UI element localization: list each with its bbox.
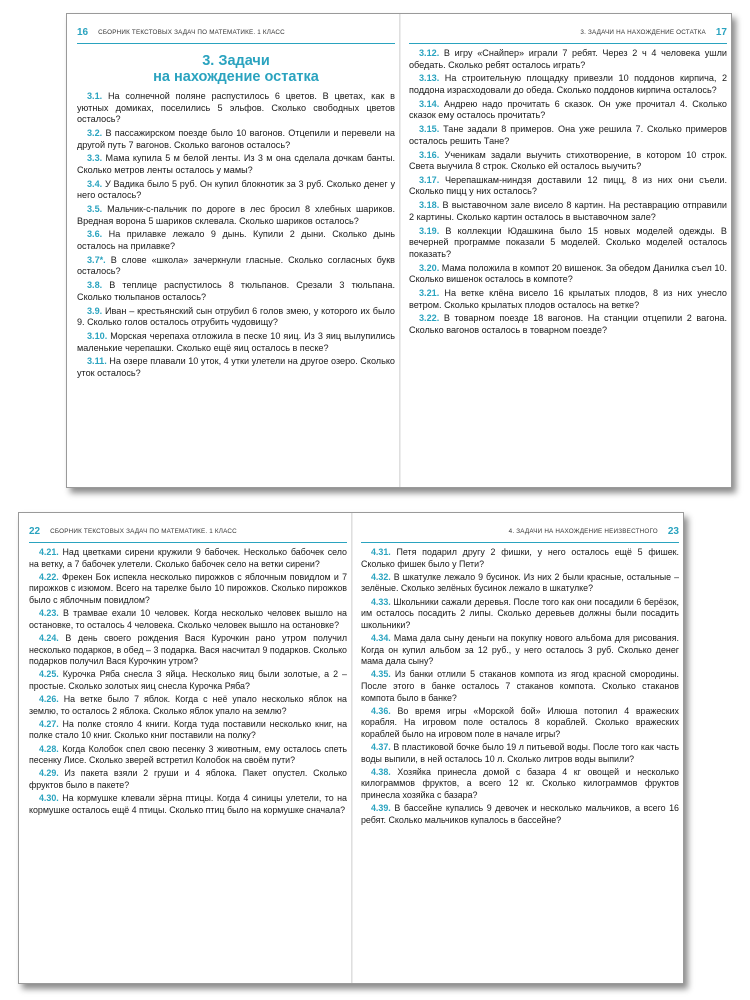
problem-number: 4.34. xyxy=(371,632,391,643)
problem-item xyxy=(409,226,727,261)
problem-item xyxy=(29,768,347,791)
problem-item xyxy=(409,99,727,122)
running-head-text: 4. ЗАДАЧИ НА НАХОЖДЕНИЕ НЕИЗВЕСТНОГО xyxy=(508,527,658,535)
problem-item xyxy=(29,694,347,717)
problem-number: 3.21. xyxy=(419,287,440,298)
problem-text: В игру «Снайпер» играли 7 ребят. Через 2 ч 4 человека ушли обедать. Сколько ребят осталось играть? xyxy=(409,48,727,70)
problem-text: В трамвае ехали 10 человек. Когда несколько человек вышло на остановке, то осталось 4 человека. Сколько человек вышло на остановке? xyxy=(29,608,347,630)
problem-item xyxy=(29,744,347,767)
problem-item xyxy=(361,742,679,765)
problem-number: 4.35. xyxy=(371,669,391,680)
page-gutter xyxy=(399,14,401,487)
problem-item xyxy=(29,793,347,816)
problem-number: 3.16. xyxy=(419,149,440,160)
problem-text: Когда Колобок спел свою песенку 3 животным, ему осталось спеть песенку Лисе. Сколько зверей встретил Колобок на своём пути? xyxy=(29,743,347,766)
problem-item xyxy=(29,669,347,692)
problem-number: 3.19. xyxy=(419,225,440,236)
problem-text: Над цветками сирени кружили 9 бабочек. Несколько бабочек село на ветку, а 7 бабочек улетели. Сколько бабочек село на ветки сирени? xyxy=(29,547,347,569)
problem-text: В день своего рождения Вася Курочкин рано утром получил несколько подарков, в обед – 3 подарка. Вася насчитал 9 подарков. Сколько подарков получил Вася Курочкин утром? xyxy=(29,632,347,667)
problem-list xyxy=(77,91,395,380)
page-number: 17 xyxy=(715,26,727,38)
problem-item xyxy=(361,597,679,632)
problem-text: Морская черепаха отложила в песке 10 яиц. Из 3 яиц вылупились маленькие черепашки. Сколько ещё яиц осталось в песке? xyxy=(77,330,395,353)
problem-number: 4.38. xyxy=(371,766,391,777)
problem-number: 3.17. xyxy=(419,174,440,185)
problem-text: В пассажирском поезде было 10 вагонов. Отцепили и перевели на другой путь 7 вагонов. Сколько вагонов осталось? xyxy=(77,127,395,150)
problem-item xyxy=(409,288,727,311)
problem-number: 4.26. xyxy=(39,694,59,705)
problem-text: В коллекции Юдашкина было 15 новых моделей одежды. В вечерней программе показали 5 моделей. Сколько моделей осталось показать? xyxy=(409,225,727,259)
problem-text: Петя подарил другу 2 фишки, у него осталось ещё 5 фишек. Сколько фишек было у Пети? xyxy=(361,547,679,569)
problem-number: 4.39. xyxy=(371,803,391,814)
problem-number: 3.8. xyxy=(87,280,103,291)
problem-text: Фрекен Бок испекла несколько пирожков с яблочным повидлом и 7 пирожков с изюмом. Всего на тарелке было 10 пирожков. Сколько пирожков было с яблочным повидлом? xyxy=(29,571,347,605)
book-spread-pages-22-23 xyxy=(18,512,684,984)
section-title-line1: 3. Задачи xyxy=(202,53,270,69)
running-head xyxy=(361,523,679,543)
problem-number: 4.29. xyxy=(39,768,59,779)
problem-text: На кормушке клевали зёрна птицы. Когда 4 синицы улетели, то на кормушке осталось ещё 4 птицы. Сколько птиц было на кормушке сначала? xyxy=(29,793,347,815)
problem-number: 3.5. xyxy=(87,204,103,215)
problem-number: 4.22. xyxy=(39,571,59,582)
problem-item xyxy=(409,313,727,336)
section-title-line2: на нахождение остатка xyxy=(153,69,319,85)
problem-number: 3.4. xyxy=(87,178,103,189)
problem-number: 3.7*. xyxy=(87,254,106,265)
problem-number: 3.2. xyxy=(87,127,103,138)
problem-text: В бассейне купались 9 девочек и несколько мальчиков, а всего 16 ребят. Сколько мальчиков купалось в бассейне? xyxy=(361,803,679,825)
problem-number: 3.3. xyxy=(87,153,103,164)
problem-text: В выставочном зале висело 8 картин. На реставрацию отправили 2 картины. Сколько картин осталось в выставочном зале? xyxy=(409,200,727,222)
problem-text: В теплице распустилось 8 тюльпанов. Срезали 3 тюльпана. Сколько тюльпанов осталось? xyxy=(77,280,395,302)
page-number: 22 xyxy=(29,525,41,537)
problem-item xyxy=(77,153,395,176)
problem-list xyxy=(409,48,727,337)
page-23 xyxy=(361,513,679,983)
problem-text: На озере плавали 10 уток, 4 утки улетели на другое озеро. Сколько уток осталось? xyxy=(77,356,395,378)
problem-number: 3.15. xyxy=(419,124,440,135)
problem-text: В шкатулке лежало 9 бусинок. Из них 2 были красные, остальные – зелёные. Сколько зелёных бусинок лежало в шкатулке? xyxy=(361,571,679,594)
page-number: 23 xyxy=(667,525,679,537)
problem-list xyxy=(361,547,679,826)
problem-number: 4.28. xyxy=(39,743,59,754)
problem-number: 3.22. xyxy=(419,313,440,324)
problem-number: 4.32. xyxy=(371,571,391,582)
problem-item xyxy=(409,48,727,71)
problem-item xyxy=(361,706,679,741)
problem-number: 3.20. xyxy=(419,262,440,273)
running-head xyxy=(409,24,727,44)
problem-text: Мама положила в компот 20 вишенок. За обедом Данилка съел 10. Сколько вишенок осталось в компоте? xyxy=(409,262,727,285)
problem-item xyxy=(29,547,347,570)
problem-number: 3.11. xyxy=(87,356,107,367)
problem-item xyxy=(77,179,395,202)
problem-text: На солнечной поляне распустилось 6 цветов. В цветах, как в уютных домиках, поселились 5 эльфов. Сколько свободных цветов осталось? xyxy=(77,91,395,125)
problem-item xyxy=(361,547,679,570)
problem-text: Из пакета взяли 2 груши и 4 яблока. Пакет опустел. Сколько фруктов было в пакете? xyxy=(29,768,347,791)
problem-text: На ветке было 7 яблок. Когда с неё упало несколько яблок на землю, то осталось 2 яблока. Сколько яблок упало на землю? xyxy=(29,694,347,716)
problem-number: 4.31. xyxy=(371,547,391,557)
running-head xyxy=(29,523,347,543)
problem-number: 3.13. xyxy=(419,73,440,84)
problem-number: 3.9. xyxy=(87,305,103,316)
problem-number: 4.24. xyxy=(39,632,59,643)
problem-item xyxy=(29,633,347,668)
problem-text: На полке стояло 4 книги. Когда туда поставили несколько книг, на полке стало 10 книг. Сколько книг поставили на полку? xyxy=(29,718,347,741)
problem-number: 4.37. xyxy=(371,742,391,753)
problem-text: В слове «школа» зачеркнули гласные. Сколько согласных букв осталось? xyxy=(77,254,395,277)
problem-item xyxy=(409,73,727,96)
problem-text: Школьники сажали деревья. После того как они посадили 6 берёзок, им осталось посадить 2 липы. Сколько деревьев должны были посадить школьники? xyxy=(361,596,679,630)
problem-number: 4.25. xyxy=(39,669,59,680)
running-head-text: СБОРНИК ТЕКСТОВЫХ ЗАДАЧ ПО МАТЕМАТИКЕ. 1 КЛАСС xyxy=(98,28,285,36)
problem-text: Во время игры «Морской бой» Илюша потопил 4 вражеских корабля. На игровом поле осталось 8 кораблей. Сколько вражеских кораблей было на игровом поле в начале игры? xyxy=(361,705,679,739)
problem-text: Ученикам задали выучить стихотворение, в котором 10 строк. Света выучила 8 строк. Сколько ей осталось выучить? xyxy=(409,149,727,172)
problem-number: 3.10. xyxy=(87,330,108,341)
problem-item xyxy=(361,572,679,595)
page-number: 16 xyxy=(77,26,89,38)
problem-number: 3.14. xyxy=(419,98,440,109)
problem-text: Тане задали 8 примеров. Она уже решила 7. Сколько примеров осталось решить Тане? xyxy=(409,124,727,146)
problem-text: Мама купила 5 м белой ленты. Из 3 м она сделала дочкам банты. Сколько метров ленты осталось у мамы? xyxy=(77,153,395,175)
page-22 xyxy=(29,513,347,983)
page-16 xyxy=(77,14,395,487)
problem-number: 3.1. xyxy=(87,91,103,101)
page-17 xyxy=(409,14,727,487)
problem-item xyxy=(409,175,727,198)
problem-item xyxy=(77,204,395,227)
problem-text: У Вадика было 5 руб. Он купил блокнотик за 3 руб. Сколько денег у него осталось? xyxy=(77,178,395,201)
problem-item xyxy=(77,306,395,329)
problem-item xyxy=(77,280,395,303)
problem-text: На ветке клёна висело 16 крылатых плодов, 8 из них унесло ветром. Сколько крылатых плодов осталось на ветке? xyxy=(409,287,727,310)
problem-text: На строительную площадку привезли 10 поддонов кирпича, 2 поддона израсходовали до обеда. Сколько поддонов кирпича осталось? xyxy=(409,73,727,95)
problem-item xyxy=(361,767,679,802)
page-gutter xyxy=(351,513,353,983)
problem-text: Хозяйка принесла домой с базара 4 кг овощей и несколько килограммов фруктов, а всего 12 кг. Сколько килограммов фруктов принесла хозяйка с базара? xyxy=(361,766,679,801)
problem-text: Курочка Ряба снесла 3 яйца. Несколько яиц были золотые, а 2 – простые. Сколько золотых яиц снесла Курочка Ряба? xyxy=(29,669,347,691)
running-head-text: 3. ЗАДАЧИ НА НАХОЖДЕНИЕ ОСТАТКА xyxy=(580,28,706,36)
problem-text: Из банки отлили 5 стаканов компота из ягод красной смородины. После этого в банке осталось 7 стаканов компота. Сколько стаканов компота было в банке? xyxy=(361,669,679,703)
problem-list xyxy=(29,547,347,816)
problem-number: 4.30. xyxy=(39,793,59,804)
problem-text: Мама дала сыну деньги на покупку нового альбома для рисования. Когда он купил альбом за 12 руб., у него осталось 3 руб. Сколько денег мама дала сыну? xyxy=(361,632,679,667)
problem-item xyxy=(77,128,395,151)
section-title xyxy=(77,53,395,85)
problem-text: Андрею надо прочитать 6 сказок. Он уже прочитал 4. Сколько сказок ему осталось прочитать? xyxy=(409,98,727,121)
problem-item xyxy=(361,633,679,668)
problem-number: 4.27. xyxy=(39,718,59,729)
problem-item xyxy=(77,331,395,354)
problem-number: 4.36. xyxy=(371,705,391,716)
problem-number: 3.6. xyxy=(87,229,103,240)
problem-item xyxy=(77,229,395,252)
problem-text: Мальчик-с-пальчик по дороге в лес бросил 8 хлебных шариков. Вредная ворона 5 шариков склевала. Сколько шариков осталось? xyxy=(77,204,395,226)
problem-item xyxy=(77,91,395,126)
problem-text: Иван – крестьянский сын отрубил 6 голов змею, у которого их было 9. Сколько голов осталось отрубить чудовищу? xyxy=(77,305,395,328)
problem-number: 3.18. xyxy=(419,200,440,211)
problem-number: 4.23. xyxy=(39,608,59,619)
problem-text: Черепашкам-ниндзя доставили 12 пицц, 8 из них они съели. Сколько пицц у них осталось? xyxy=(409,174,727,197)
problem-number: 4.21. xyxy=(39,547,59,557)
book-spread-pages-16-17 xyxy=(66,13,732,488)
problem-item xyxy=(361,803,679,826)
problem-text: На прилавке лежало 9 дынь. Купили 2 дыни. Сколько дынь осталось на прилавке? xyxy=(77,229,395,252)
problem-text: В пластиковой бочке было 19 л питьевой воды. После того как часть воды выпили, в ней осталось 10 л. Сколько литров воды выпили? xyxy=(361,742,679,764)
problem-item xyxy=(77,356,395,379)
problem-item xyxy=(29,608,347,631)
running-head xyxy=(77,24,395,44)
running-head-text: СБОРНИК ТЕКСТОВЫХ ЗАДАЧ ПО МАТЕМАТИКЕ. 1 КЛАСС xyxy=(50,527,237,535)
problem-item xyxy=(409,263,727,286)
problem-item xyxy=(29,572,347,607)
problem-item xyxy=(361,669,679,704)
problem-item xyxy=(409,200,727,223)
problem-item xyxy=(29,719,347,742)
problem-number: 3.12. xyxy=(419,48,440,58)
problem-text: В товарном поезде 18 вагонов. На станции отцепили 2 вагона. Сколько вагонов осталось в товарном поезде? xyxy=(409,313,727,335)
problem-item xyxy=(409,124,727,147)
problem-number: 4.33. xyxy=(371,596,391,607)
problem-item xyxy=(77,255,395,278)
problem-item xyxy=(409,150,727,173)
